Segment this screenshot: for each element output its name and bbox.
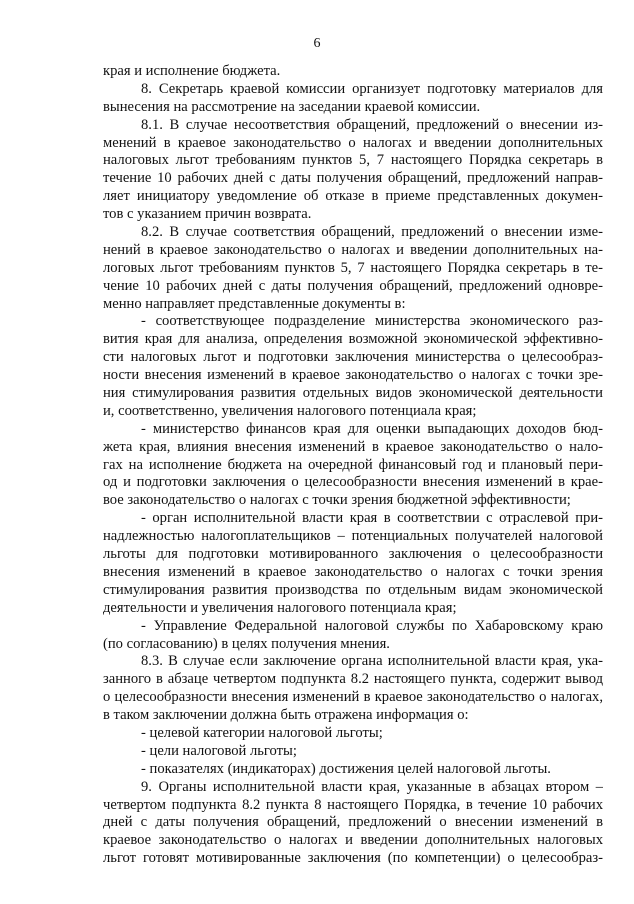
text-line: края и исполнение бюджета. [103,63,281,79]
text-line: ляет инициатору уведомление об отказе в приеме представленных докумен- [103,188,603,205]
text-line: - цели налоговой льготы; [141,742,297,759]
text-line: льгот готовят мотивированные заключения (по компетенции) о целесообраз- [103,850,603,867]
text-line: - министерство финансов края для оценки выпадающих доходов бюд- [141,420,603,437]
text-line: в таком заключении должна быть отражена информация о: [103,707,469,724]
text-line: и, соответственно, увеличения налогового потенциала края; [103,402,477,419]
text-line: о целесообразности внесения изменений в краевое законодательство о налогах, [103,689,603,706]
text-line: стимулирования развития производства по отдельным видам экономической [103,581,603,598]
text-line: дней с даты получения обращений, предложений о внесении изменений в [103,814,603,831]
text-line: внесения изменений в краевое законодательство о налогах с точки зрения [103,563,603,580]
document-body [103,63,603,868]
text-line: - показателях (индикаторах) достижения целей налоговой льготы. [141,760,551,777]
text-line: ния стимулирования развития отдельных видов экономической деятельности [103,385,603,402]
text-line: занного в абзаце четвертом подпункта 8.2 настоящего пункта, содержит вывод [103,671,603,688]
text-line: 8. Секретарь краевой комиссии организует подготовку материалов для [141,80,603,97]
text-line: надлежностью налогоплательщиков – потенциальных получателей налоговой [103,528,603,545]
text-line: - целевой категории налоговой льготы; [141,724,383,741]
text-line: гах на исполнение бюджета на очередной финансовый год и плановый пери- [103,456,603,473]
text-line: 8.2. В случае соответствия обращений, предложений о внесении изме- [141,224,603,241]
text-line: нений в краевое законодательство о налогах и введении дополнительных на- [103,241,603,258]
text-line: 8.3. В случае если заключение органа исполнительной власти края, ука- [141,653,603,670]
text-line: ности внесения изменений в краевое законодательство о налогах с точки зре- [103,367,603,384]
text-line: тов с указанием причин возврата. [103,206,312,223]
text-line: чение 10 рабочих дней с даты получения обращений, предложений одновре- [103,277,603,294]
text-line: налоговых льгот требованиям пунктов 5, 7 настоящего Порядка секретарь в [103,152,603,169]
text-line: течение 10 рабочих дней с даты получения обращений, предложений направ- [103,170,603,187]
text-line: вития края для анализа, определения возможной экономической эффективно- [103,331,603,348]
text-line: деятельности и увеличения налогового потенциала края; [103,599,457,616]
text-line: логовых льгот требованиям пунктов 5, 7 настоящего Порядка секретарь в те- [103,259,603,276]
text-line: сти налоговых льгот и подготовки заключения министерства о целесообраз- [103,349,603,366]
text-line: - орган исполнительной власти края в соответствии с отраслевой при- [141,510,603,527]
page-number: 6 [313,36,321,51]
text-line: (по согласованию) в целях получения мнения. [103,635,390,652]
text-line: 8.1. В случае несоответствия обращений, предложений о внесении из- [141,116,603,133]
text-line: менно направляет представленные документы в: [103,295,406,312]
text-line: вынесения на рассмотрение на заседании краевой комиссии. [103,98,481,115]
text-line: - Управление Федеральной налоговой службы по Хабаровскому краю [141,617,603,634]
text-line: 9. Органы исполнительной власти края, указанные в абзацах втором – [141,778,603,795]
text-line: вое законодательство о налогах с точки зрения бюджетной эффективности; [103,492,571,509]
text-line: од и подготовки заключения о целесообразности внесения изменений в крае- [103,474,603,491]
text-line: жета края, влияния внесения изменений в краевое законодательство о нало- [103,438,603,455]
text-line: краевое законодательство о налогах и введении дополнительных налоговых [103,832,603,849]
text-line: четвертом подпункта 8.2 пункта 8 настоящего Порядка, в течение 10 рабочих [103,796,603,813]
text-line: менений в краевое законодательство о налогах и введении дополнительных [103,134,603,151]
text-line: льготы для подготовки мотивированного заключения о целесообразности [103,546,603,563]
text-line: - соответствующее подразделение министерства экономического раз- [141,313,603,330]
